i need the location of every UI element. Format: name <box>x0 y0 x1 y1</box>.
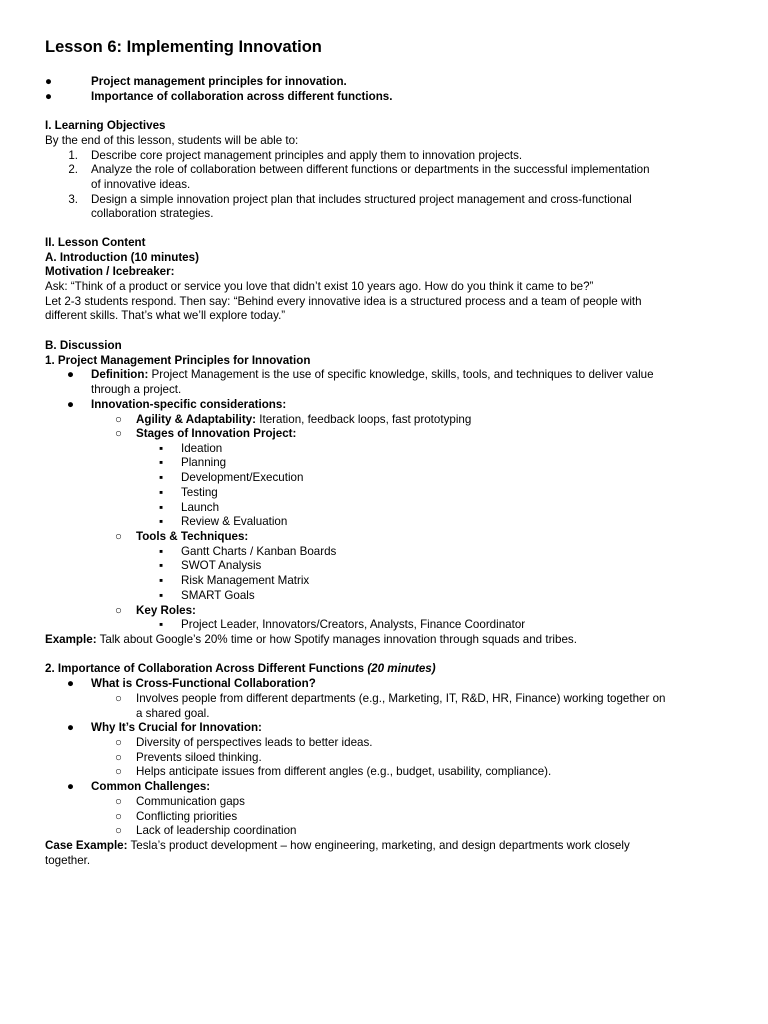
roles-label: Key Roles: <box>136 604 196 617</box>
circle-bullet-icon: ○ <box>115 765 123 778</box>
cross-functional-text: Involves people from different departments (e.g., Marketing, IT, R&D, HR, Finance) working together on <box>136 692 666 705</box>
example-text: Talk about Google’s 20% time or how Spotify manages innovation through squads and tribes. <box>96 633 577 646</box>
bullet-icon: ● <box>45 90 53 103</box>
agility-label: Agility & Adaptability: <box>136 413 257 426</box>
circle-bullet-icon: ○ <box>115 530 123 543</box>
tool-item: Risk Management Matrix <box>181 574 310 587</box>
lesson-content-heading: II. Lesson Content <box>45 236 146 249</box>
case-example-line <box>45 839 630 854</box>
case-example-label: Case Example: <box>45 839 128 852</box>
discussion-heading: B. Discussion <box>45 339 122 352</box>
intro-bullet: Importance of collaboration across different functions. <box>91 90 393 103</box>
square-bullet-icon: ▪ <box>159 501 164 514</box>
stage-item: Review & Evaluation <box>181 515 288 528</box>
tool-item: Gantt Charts / Kanban Boards <box>181 545 337 558</box>
square-bullet-icon: ▪ <box>159 471 164 484</box>
subheading-2-text: 2. Importance of Collaboration Across Different Functions <box>45 662 368 675</box>
subheading-2-time: (20 minutes) <box>367 662 436 675</box>
circle-bullet-icon: ○ <box>115 795 123 808</box>
definition-label: Definition: <box>91 368 149 381</box>
bullet-icon: ● <box>67 721 75 734</box>
definition-line <box>91 368 654 383</box>
considerations-label: Innovation-specific considerations: <box>91 398 287 411</box>
bullet-icon: ● <box>45 75 53 88</box>
square-bullet-icon: ▪ <box>159 442 164 455</box>
tool-item: SMART Goals <box>181 589 255 602</box>
cross-functional-label: What is Cross-Functional Collaboration? <box>91 677 316 690</box>
definition-text: Project Management is the use of specific knowledge, skills, tools, and techniques to deliver value <box>148 368 654 381</box>
respond-text: Let 2-3 students respond. Then say: “Behind every innovative idea is a structured process and a team of people with <box>45 295 642 308</box>
stage-item: Development/Execution <box>181 471 304 484</box>
circle-bullet-icon: ○ <box>115 810 123 823</box>
case-example-text: Tesla’s product development – how engineering, marketing, and design departments work closely <box>127 839 630 852</box>
example-label: Example: <box>45 633 97 646</box>
objective-text: Design a simple innovation project plan that includes structured project management and cross-functional <box>91 193 632 206</box>
stage-item: Planning <box>181 456 227 469</box>
why-item: Helps anticipate issues from different angles (e.g., budget, usability, compliance). <box>136 765 552 778</box>
square-bullet-icon: ▪ <box>159 618 164 631</box>
square-bullet-icon: ▪ <box>159 486 164 499</box>
stage-item: Launch <box>181 501 220 514</box>
bullet-icon: ● <box>67 368 75 381</box>
tools-label: Tools & Techniques: <box>136 530 249 543</box>
intro-bullet: Project management principles for innovation. <box>91 75 347 88</box>
agility-text: Iteration, feedback loops, fast prototyping <box>256 413 472 426</box>
objective-number: 3. <box>68 193 78 206</box>
challenge-item: Lack of leadership coordination <box>136 824 297 837</box>
page-title: Lesson 6: Implementing Innovation <box>45 38 322 56</box>
role-item: Project Leader, Innovators/Creators, Analysts, Finance Coordinator <box>181 618 526 631</box>
stage-item: Ideation <box>181 442 223 455</box>
bullet-icon: ● <box>67 398 75 411</box>
stages-label: Stages of Innovation Project: <box>136 427 297 440</box>
discussion-subheading-2 <box>45 662 436 677</box>
respond-text-cont: different skills. That’s what we’ll explore today.” <box>45 309 286 322</box>
circle-bullet-icon: ○ <box>115 413 123 426</box>
square-bullet-icon: ▪ <box>159 456 164 469</box>
objective-text: Describe core project management principles and apply them to innovation projects. <box>91 149 523 162</box>
square-bullet-icon: ▪ <box>159 545 164 558</box>
learning-objectives-lead: By the end of this lesson, students will be able to: <box>45 134 299 147</box>
agility-line <box>136 413 471 428</box>
case-example-cont: together. <box>45 854 91 867</box>
bullet-icon: ● <box>67 677 75 690</box>
definition-text-cont: through a project. <box>91 383 182 396</box>
circle-bullet-icon: ○ <box>115 427 123 440</box>
example-line <box>45 633 577 648</box>
objective-number: 1. <box>68 149 78 162</box>
objective-number: 2. <box>68 163 78 176</box>
why-crucial-label: Why It’s Crucial for Innovation: <box>91 721 262 734</box>
circle-bullet-icon: ○ <box>115 751 123 764</box>
challenge-item: Conflicting priorities <box>136 810 238 823</box>
square-bullet-icon: ▪ <box>159 589 164 602</box>
introduction-heading: A. Introduction (10 minutes) <box>45 251 199 264</box>
ask-text: Ask: “Think of a product or service you love that didn’t exist 10 years ago. How do you think it came to be?” <box>45 280 594 293</box>
circle-bullet-icon: ○ <box>115 692 123 705</box>
objective-text-cont: collaboration strategies. <box>91 207 214 220</box>
cross-functional-text-cont: a shared goal. <box>136 707 210 720</box>
bullet-icon: ● <box>67 780 75 793</box>
square-bullet-icon: ▪ <box>159 515 164 528</box>
motivation-heading: Motivation / Icebreaker: <box>45 265 175 278</box>
square-bullet-icon: ▪ <box>159 574 164 587</box>
why-item: Prevents siloed thinking. <box>136 751 262 764</box>
discussion-subheading-1: 1. Project Management Principles for Innovation <box>45 354 311 367</box>
circle-bullet-icon: ○ <box>115 824 123 837</box>
circle-bullet-icon: ○ <box>115 736 123 749</box>
objective-text: Analyze the role of collaboration between different functions or departments in the successful implementation <box>91 163 650 176</box>
objective-text-cont: of innovative ideas. <box>91 178 191 191</box>
stage-item: Testing <box>181 486 218 499</box>
challenge-item: Communication gaps <box>136 795 245 808</box>
learning-objectives-heading: I. Learning Objectives <box>45 119 166 132</box>
circle-bullet-icon: ○ <box>115 604 123 617</box>
why-item: Diversity of perspectives leads to better ideas. <box>136 736 373 749</box>
square-bullet-icon: ▪ <box>159 559 164 572</box>
tool-item: SWOT Analysis <box>181 559 262 572</box>
challenges-label: Common Challenges: <box>91 780 211 793</box>
